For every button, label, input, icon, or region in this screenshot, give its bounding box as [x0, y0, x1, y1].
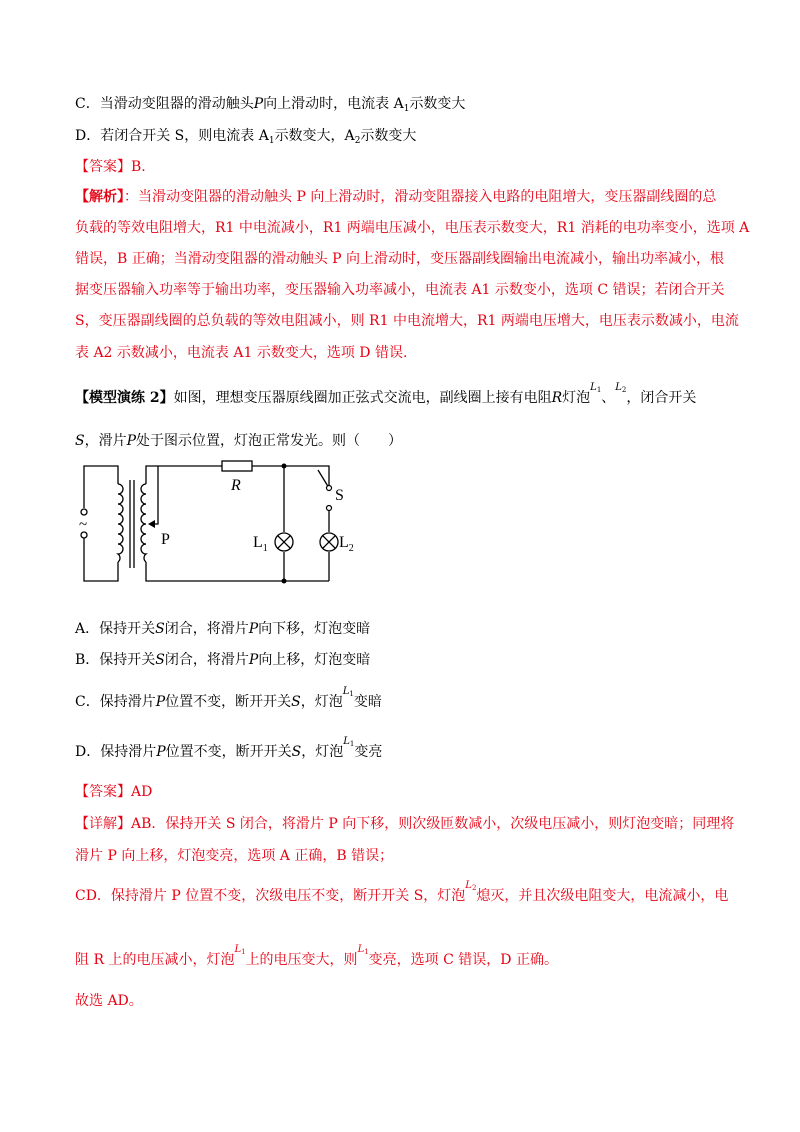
text: C．保持滑片 — [75, 694, 156, 710]
text: 变亮，选项 C 错误，D 正确。 — [368, 952, 558, 968]
lamp-l2-symbol — [465, 880, 476, 891]
l-letter: L — [342, 686, 350, 697]
var-r: R — [551, 390, 563, 406]
lamp1-letter: L — [253, 534, 263, 551]
text: ，灯泡 — [301, 744, 344, 760]
detail-line-3 — [75, 880, 729, 910]
circuit-diagram — [72, 458, 352, 588]
text: 向上移，灯泡变暗 — [258, 652, 371, 668]
text: 变暗 — [353, 694, 382, 710]
prev-analysis-line-2: 负载的等效电阻增大，R1 中电流减小，R1 两端电压减小，电压表示数变大，R1 消耗的电功率变小，选项 A — [75, 220, 750, 236]
var-p: P — [248, 652, 259, 668]
lamp-l1-symbol — [343, 686, 354, 697]
detail-line-1 — [75, 814, 734, 834]
prev-option-d — [75, 126, 416, 151]
text: 向下移，灯泡变暗 — [258, 621, 371, 637]
question-stem-line-2 — [75, 431, 402, 451]
lamp2-label — [339, 534, 354, 554]
secondary-coil — [141, 484, 146, 562]
slider-label: P — [161, 531, 170, 548]
subscript: 1 — [349, 740, 355, 748]
text: 阻 R 上的电压减小，灯泡 — [75, 952, 235, 968]
prev-analysis-line-4: 据变压器输入功率等于输出功率，变压器输入功率减小，电流表 A1 示数变小，选项 C 错误；若闭合开关 — [75, 282, 725, 298]
subscript: 1 — [403, 104, 410, 114]
subscript: 2 — [471, 884, 477, 892]
switch-blade — [318, 470, 329, 488]
lamp-l2-symbol — [615, 382, 626, 393]
lamp2-letter: L — [339, 534, 349, 551]
prev-analysis-line-3: 错误，B 正确；当滑动变阻器的滑动触头 P 向上滑动时，变压器副线圈输出电流减小，输出功率减小，根 — [75, 251, 725, 267]
lamp-l1-symbol — [590, 382, 601, 393]
option-a — [75, 619, 370, 639]
answer: 【答案】AD — [75, 784, 153, 800]
text: 灯泡 — [562, 390, 591, 406]
text: 变亮 — [354, 744, 383, 760]
subscript: 1 — [596, 386, 602, 394]
primary-wire-bottom — [84, 538, 118, 581]
text: 位置不变，断开开关 — [165, 744, 292, 760]
subscript: 2 — [621, 386, 627, 394]
top-wire-right — [252, 466, 329, 488]
detail-line-2: 滑片 P 向上移，灯泡变亮，选项 A 正确，B 错误； — [75, 848, 394, 864]
text: D．若闭合开关 S，则电流表 A — [75, 128, 269, 144]
text: B．保持开关 — [75, 652, 156, 668]
prev-analysis-line-1 — [75, 187, 716, 207]
text: ，滑片 — [84, 433, 127, 449]
text: 位置不变，断开开关 — [165, 694, 292, 710]
question-label: 【模型演练 2】 — [75, 390, 174, 406]
text: 向上滑动时，电流表 A — [263, 96, 404, 112]
var-s: S — [291, 744, 302, 760]
l-letter: L — [590, 382, 597, 393]
text: 熄灭，并且次级电阻变大，电流减小，电 — [476, 888, 729, 904]
lamp-l1-symbol — [234, 944, 245, 955]
text: C．当滑动变阻器的滑动触头 — [75, 96, 254, 112]
lamp2-subscript: 2 — [348, 543, 354, 554]
switch-contact-top — [327, 486, 332, 491]
primary-wire-top — [84, 466, 118, 508]
primary-coil — [118, 484, 123, 562]
var-p: P — [155, 694, 166, 710]
text: D．保持滑片 — [75, 744, 157, 760]
text: 示数变大 — [409, 96, 466, 112]
analysis-label: 【解析】 — [75, 189, 124, 205]
var-p: P — [126, 433, 137, 449]
resistor — [222, 461, 252, 471]
text: 闭合，将滑片 — [164, 621, 249, 637]
junction-top — [282, 464, 287, 469]
subscript: 1 — [349, 690, 354, 698]
text: 上的电压变大，则 — [245, 952, 358, 968]
lamp-l1-symbol — [358, 944, 369, 955]
var-p: P — [156, 744, 166, 760]
var-s: S — [155, 652, 165, 668]
text: CD．保持滑片 P 位置不变，次级电压不变，断开开关 S，灯泡 — [75, 888, 466, 904]
question-stem-line-1 — [75, 382, 697, 412]
switch-label: S — [335, 487, 344, 504]
text: 示数变大 — [360, 128, 417, 144]
prev-answer: 【答案】B. — [75, 159, 146, 175]
subscript: 1 — [364, 948, 369, 956]
l-letter: L — [465, 880, 472, 891]
text: AB．保持开关 S 闭合，将滑片 P 向下移，则次级匝数减小，次级电压减小，则灯泡变暗；同理将 — [131, 816, 735, 832]
lamp-l1-symbol — [343, 736, 354, 747]
subscript: 1 — [268, 136, 275, 146]
var-s: S — [155, 621, 165, 637]
text: 闭合，将滑片 — [164, 652, 249, 668]
prev-analysis-line-5: S，变压器副线圈的总负载的等效电阻减小，则 R1 中电流增大，R1 两端电压增大，电压表示数减小，电流 — [75, 313, 739, 329]
subscript: 2 — [354, 136, 361, 146]
var-p: P — [253, 96, 264, 112]
secondary-wire-bottom — [146, 562, 329, 581]
switch-contact-bottom — [327, 506, 332, 511]
option-c — [75, 686, 382, 716]
l-letter: L — [234, 944, 242, 955]
subscript: 1 — [241, 948, 246, 956]
text: ，闭合开关 — [626, 390, 697, 406]
l-letter: L — [615, 382, 622, 393]
text: 示数变大，A — [274, 128, 355, 144]
text: 如图，理想变压器原线圈加正弦式交流电，副线圈上接有电阻 — [173, 390, 552, 406]
var-s: S — [75, 433, 85, 449]
resistor-label: R — [231, 477, 241, 494]
source-terminal-top — [81, 509, 87, 515]
text: ：当滑动变阻器的滑动触头 P 向上滑动时，滑动变阻器接入电路的电阻增大，变压器副线圈的总 — [124, 189, 717, 205]
slider-arrow-icon — [148, 520, 155, 528]
ac-source-symbol: ~ — [79, 517, 88, 533]
detail-line-4 — [75, 944, 558, 974]
text: 、 — [601, 390, 616, 406]
text: 处于图示位置，灯泡正常发光。则（ ） — [136, 433, 403, 449]
junction-bottom — [282, 579, 287, 584]
text: A．保持开关 — [75, 621, 156, 637]
slider-wire — [150, 466, 158, 524]
text: ，灯泡 — [300, 694, 343, 710]
lamp1-label — [253, 534, 268, 554]
l-letter: L — [357, 944, 365, 955]
var-s: S — [291, 694, 301, 710]
l-letter: L — [343, 736, 350, 747]
option-b — [75, 650, 370, 670]
detail-label: 【详解】 — [75, 816, 131, 832]
var-p: P — [248, 621, 259, 637]
option-d — [75, 736, 383, 766]
prev-analysis-line-6: 表 A2 示数减小，电流表 A1 示数变大，选项 D 错误. — [75, 345, 408, 361]
lamp1-subscript: 1 — [262, 543, 268, 554]
prev-option-c — [75, 94, 465, 119]
detail-line-5: 故选 AD。 — [75, 993, 143, 1009]
